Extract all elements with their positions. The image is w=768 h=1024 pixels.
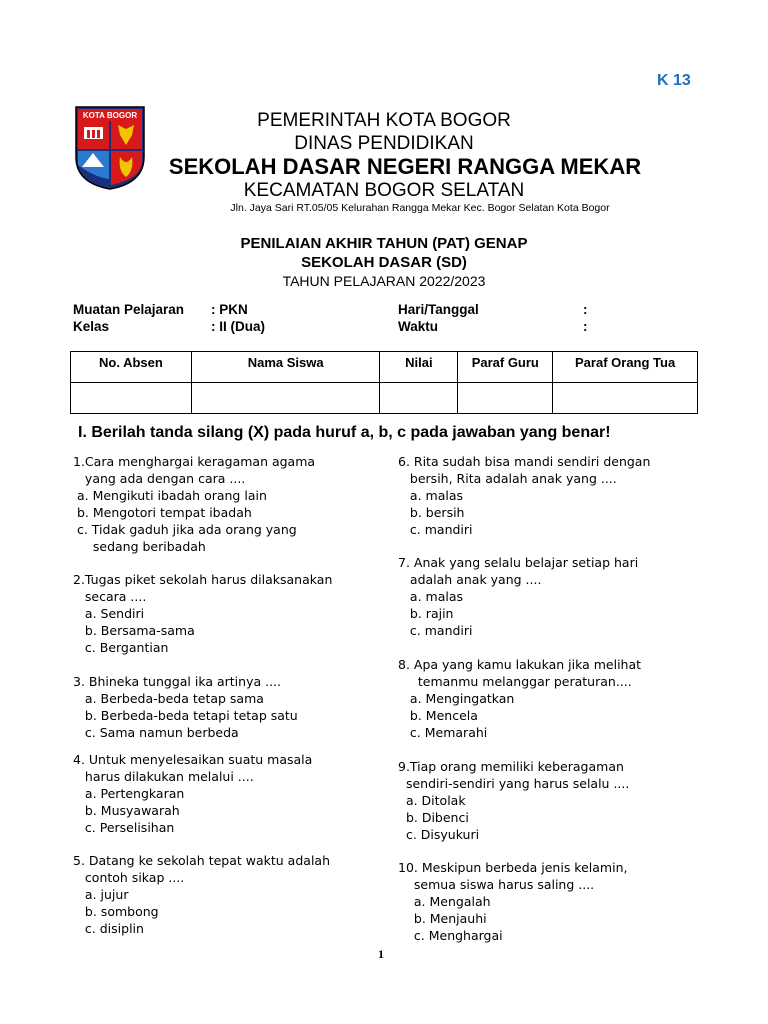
cell-nama-siswa[interactable] <box>191 383 380 414</box>
government-heading: PEMERINTAH KOTA BOGOR <box>257 110 511 131</box>
exam-level: SEKOLAH DASAR (SD) <box>301 254 467 271</box>
score-table-entry-row <box>71 383 698 414</box>
cell-paraf-orang-tua[interactable] <box>553 383 698 414</box>
header-paraf-guru: Paraf Guru <box>458 352 553 383</box>
score-table-header-row <box>71 352 698 383</box>
section-instruction: I. Berilah tanda silang (X) pada huruf a, b, c pada jawaban yang benar! <box>78 424 611 441</box>
header-nama-siswa: Nama Siswa <box>191 352 380 383</box>
school-address: Jln. Jaya Sari RT.05/05 Kelurahan Rangga Mekar Kec. Bogor Selatan Kota Bogor <box>230 202 610 214</box>
subject-value: : PKN <box>211 302 248 317</box>
question-6: 6. Rita sudah bisa mandi sendiri dengan bersih, Rita adalah anak yang .... a. malas b. bersih c. mandiri <box>398 454 651 537</box>
exam-title: PENILAIAN AKHIR TAHUN (PAT) GENAP <box>240 235 528 252</box>
score-table <box>70 351 698 414</box>
department-heading: DINAS PENDIDIKAN <box>294 133 474 154</box>
time-value: : <box>583 319 588 334</box>
question-4: 4. Untuk menyelesaikan suatu masala harus dilakukan melalui .... a. Pertengkaran b. Musyawarah c. Perselisihan <box>73 752 313 835</box>
header-no-absen: No. Absen <box>71 352 192 383</box>
kota-bogor-logo <box>74 105 146 191</box>
class-label: Kelas <box>73 319 110 334</box>
question-10: 10. Meskipun berbeda jenis kelamin, semua siswa harus saling .... a. Mengalah b. Menjauhi c. Menghargai <box>398 860 628 943</box>
question-3: 3. Bhineka tunggal ika artinya .... a. Berbeda-beda tetap sama b. Berbeda-beda tetapi tetap satu c. Sama namun berbeda <box>73 674 298 740</box>
school-name: SEKOLAH DASAR NEGERI RANGGA MEKAR <box>168 154 642 179</box>
header-paraf-orang-tua: Paraf Orang Tua <box>553 352 698 383</box>
cell-no-absen[interactable] <box>71 383 192 414</box>
day-value: : <box>583 302 588 317</box>
question-7: 7. Anak yang selalu belajar setiap hari adalah anak yang .... a. malas b. rajin c. mandiri <box>398 555 639 638</box>
question-9: 9.Tiap orang memiliki keberagaman sendiri-sendiri yang harus selalu .... a. Ditolak b. Dibenci c. Disyukuri <box>398 759 630 842</box>
header-nilai: Nilai <box>380 352 458 383</box>
question-1: 1.Cara menghargai keragaman agama yang ada dengan cara .... a. Mengikuti ibadah orang lain b. Mengotori tempat ibadah c. Tidak gaduh jika ada orang yang sedang beribadah <box>73 454 316 554</box>
class-value: : II (Dua) <box>211 319 265 334</box>
question-8: 8. Apa yang kamu lakukan jika melihat temanmu melanggar peraturan.... a. Mengingatkan b. Mencela c. Memarahi <box>398 657 642 740</box>
cell-nilai[interactable] <box>380 383 458 414</box>
question-5: 5. Datang ke sekolah tepat waktu adalah contoh sikap .... a. jujur b. sombong c. disiplin <box>73 853 330 936</box>
page-number: 1 <box>378 947 384 961</box>
subject-label: Muatan Pelajaran <box>73 302 185 317</box>
district-heading: KECAMATAN BOGOR SELATAN <box>243 180 525 201</box>
time-label: Waktu <box>398 319 438 334</box>
cell-paraf-guru[interactable] <box>458 383 553 414</box>
exam-year: TAHUN PELAJARAN 2022/2023 <box>282 273 486 289</box>
day-label: Hari/Tanggal <box>398 302 479 317</box>
question-2: 2.Tugas piket sekolah harus dilaksanakan secara .... a. Sendiri b. Bersama-sama c. Bergantian <box>73 572 333 655</box>
curriculum-badge: K 13 <box>657 72 691 89</box>
logo-caption: KOTA BOGOR <box>82 111 138 120</box>
